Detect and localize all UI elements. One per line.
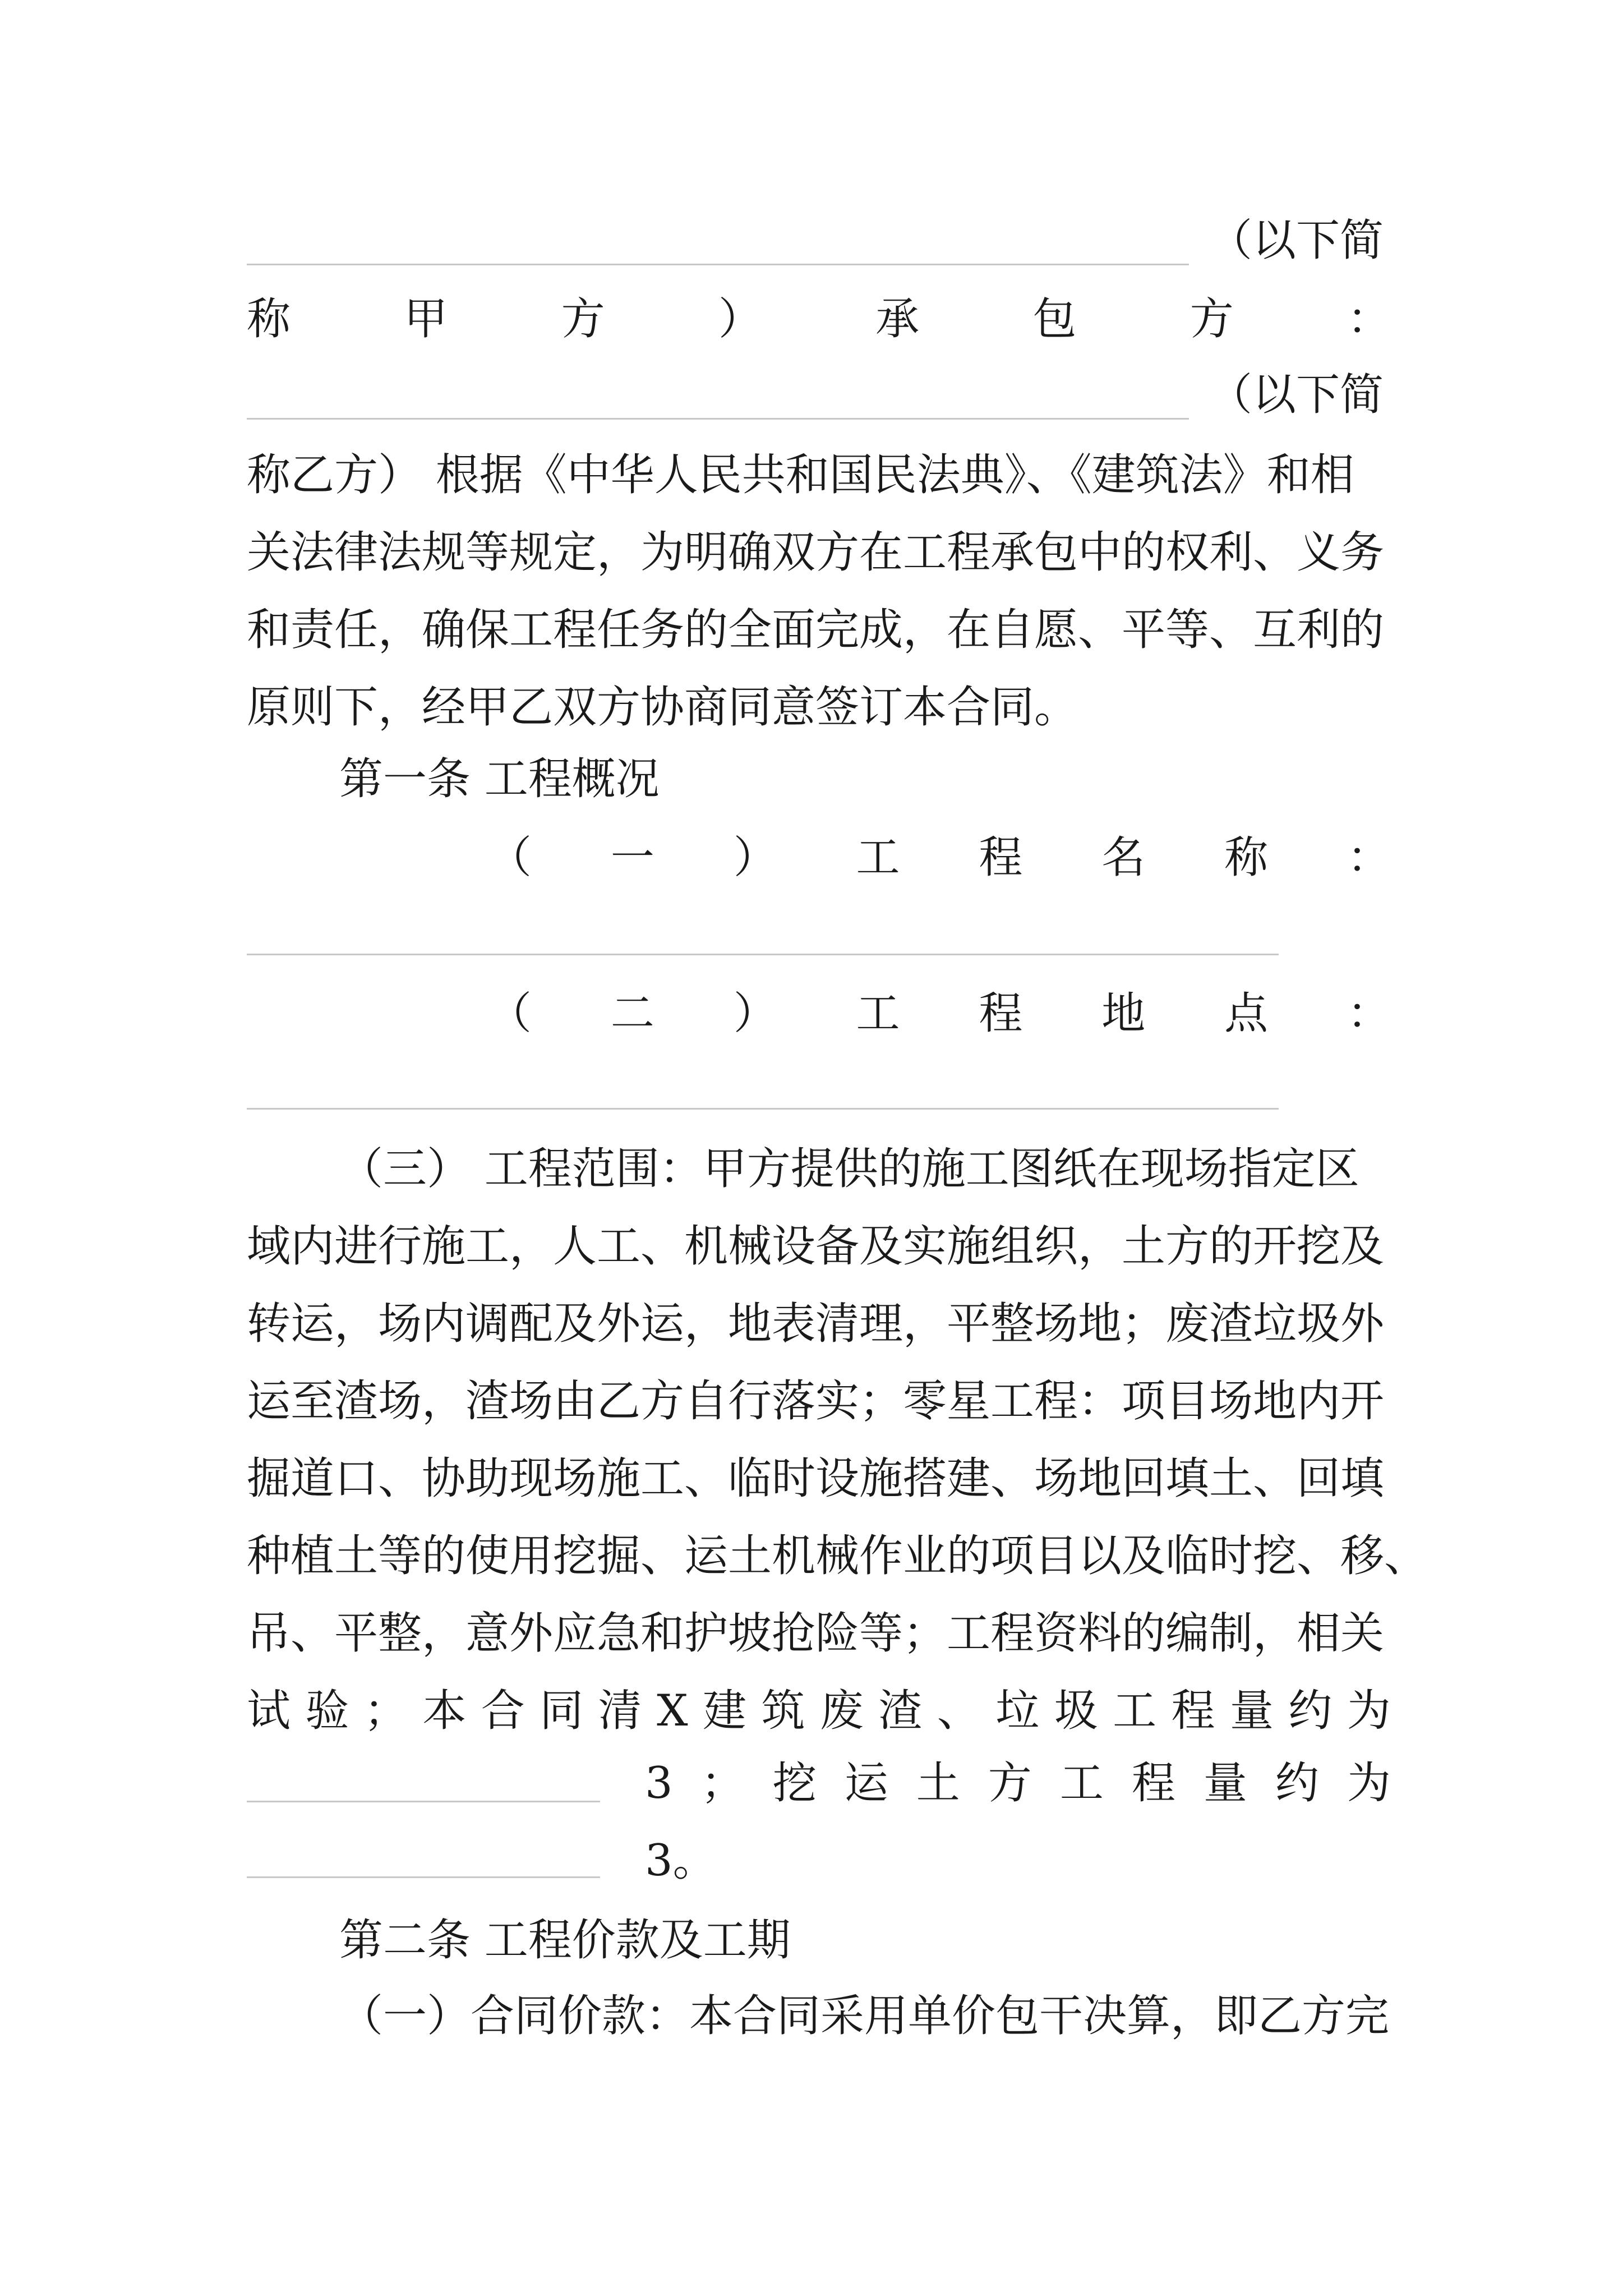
spread-char: 、 — [937, 1686, 981, 1736]
scope-row-earthwork — [645, 1758, 1391, 1809]
spread-char: 工 — [856, 832, 900, 883]
spread-char: 承 — [875, 294, 920, 344]
spread-char: 土 — [916, 1758, 960, 1809]
spread-char: ： — [1347, 832, 1391, 883]
spread-char: 筑 — [761, 1686, 805, 1736]
spread-char: 方 — [561, 294, 605, 344]
spread-char: 为 — [1347, 1758, 1391, 1809]
scope-row: 种植土等的使用挖掘、运土机械作业的项目以及临时挖、移、 — [247, 1531, 1428, 1581]
spread-char: 为 — [1347, 1686, 1391, 1736]
spread-char: 3 — [645, 1758, 673, 1809]
scope-row: 掘道口、协助现场施工、临时设施搭建、场地回填土、回填 — [247, 1453, 1385, 1504]
article-2-title: 第二条 工程价款及工期 — [339, 1915, 791, 1966]
spread-char: ； — [700, 1758, 745, 1809]
intro-row: 和责任，确保工程任务的全面完成，在自愿、平等、互利的 — [247, 605, 1385, 655]
article-1-title: 第一条 工程概况 — [339, 754, 660, 804]
spread-char: 方 — [988, 1758, 1032, 1809]
scope-row-quantities — [247, 1672, 1391, 1750]
spread-char: 建 — [703, 1686, 747, 1736]
spread-char: 名 — [1101, 832, 1146, 883]
spread-char: 甲 — [404, 294, 448, 344]
spread-char: 圾 — [1054, 1686, 1098, 1736]
scope-row: 运至渣场，渣场由乙方自行落实；零星工程：项目场地内开 — [247, 1376, 1385, 1427]
spread-char: 同 — [540, 1686, 584, 1736]
spread-char: 渣 — [878, 1686, 923, 1736]
intro-row: 原则下，经甲乙双方协商同意签订本合同。 — [247, 682, 1078, 733]
spread-char: 量 — [1229, 1686, 1274, 1736]
spread-char: 包 — [1032, 294, 1077, 344]
spread-char: ） — [733, 988, 777, 1039]
spread-char: 一 — [610, 832, 654, 883]
party-b-name-blank[interactable] — [247, 418, 1189, 420]
spread-char: 工 — [1059, 1758, 1104, 1809]
spread-char: 点 — [1224, 988, 1269, 1039]
spread-char: 约 — [1275, 1758, 1319, 1809]
scope-row: 域内进行施工，人工、机械设备及实施组织，土方的开挖及 — [247, 1221, 1385, 1272]
spread-char: 程 — [1171, 1686, 1215, 1736]
spread-char: 试 — [247, 1686, 291, 1736]
spread-char: 程 — [979, 832, 1023, 883]
spread-char: 本 — [422, 1686, 467, 1736]
scope-row-end: 3。 — [645, 1835, 717, 1886]
spread-char: ） — [733, 832, 777, 883]
spread-char: 工 — [856, 988, 900, 1039]
item-1-project-name-label — [488, 832, 1391, 883]
spread-char: ； — [363, 1686, 408, 1736]
party-a-name-blank[interactable] — [247, 264, 1189, 265]
scope-row: 吊、平整，意外应急和护坡抢险等；工程资料的编制，相关 — [247, 1608, 1385, 1659]
spread-char: ： — [1347, 988, 1391, 1039]
spread-char: （ — [488, 988, 532, 1039]
spread-char: 工 — [1113, 1686, 1157, 1736]
spread-char: ： — [1347, 294, 1391, 344]
spread-char: 垃 — [995, 1686, 1040, 1736]
party-b-suffix: （以下简 — [1209, 370, 1384, 420]
spread-char: 合 — [481, 1686, 525, 1736]
spread-char: 程 — [1131, 1758, 1175, 1809]
spread-char: 清 — [598, 1686, 642, 1736]
intro-paragraph — [247, 436, 1391, 746]
spread-char: 挖 — [772, 1758, 817, 1809]
spread-char: （ — [488, 832, 532, 883]
project-location-blank[interactable] — [247, 1108, 1279, 1110]
intro-row: 称乙方） 根据《中华人民共和国民法典》、《建筑法》和相 — [247, 450, 1354, 500]
waste-quantity-blank[interactable] — [247, 1801, 600, 1802]
spread-char: 废 — [819, 1686, 864, 1736]
spread-char: 程 — [979, 988, 1023, 1039]
earthwork-quantity-blank[interactable] — [247, 1876, 600, 1878]
spread-char: 量 — [1203, 1758, 1247, 1809]
spread-char: 地 — [1101, 988, 1146, 1039]
spread-char: ） — [718, 294, 762, 344]
spread-char: 方 — [1189, 294, 1234, 344]
spread-char: 称 — [1224, 832, 1269, 883]
spread-char: 约 — [1288, 1686, 1332, 1736]
project-name-blank[interactable] — [247, 954, 1279, 955]
spread-char: 运 — [844, 1758, 888, 1809]
party-a-suffix: （以下简 — [1209, 215, 1384, 266]
article-2-item-1: （一）合同价款：本合同采用单价包干决算，即乙方完 — [339, 1991, 1390, 2041]
spread-char: X — [657, 1686, 688, 1736]
scope-row: （三） 工程范围：甲方提供的施工图纸在现场指定区 — [339, 1144, 1359, 1194]
scope-row: 转运，场内调配及外运，地表清理，平整场地；废渣垃圾外 — [247, 1299, 1385, 1349]
spread-char: 称 — [247, 294, 291, 344]
item-2-project-location-label — [488, 988, 1391, 1039]
spread-char: 二 — [610, 988, 654, 1039]
party-b-label-row — [247, 294, 1391, 344]
intro-row: 关法律法规等规定，为明确双方在工程承包中的权利、义务 — [247, 527, 1385, 578]
spread-char: 验 — [305, 1686, 349, 1736]
item-3-scope-paragraph — [247, 1130, 1428, 1750]
